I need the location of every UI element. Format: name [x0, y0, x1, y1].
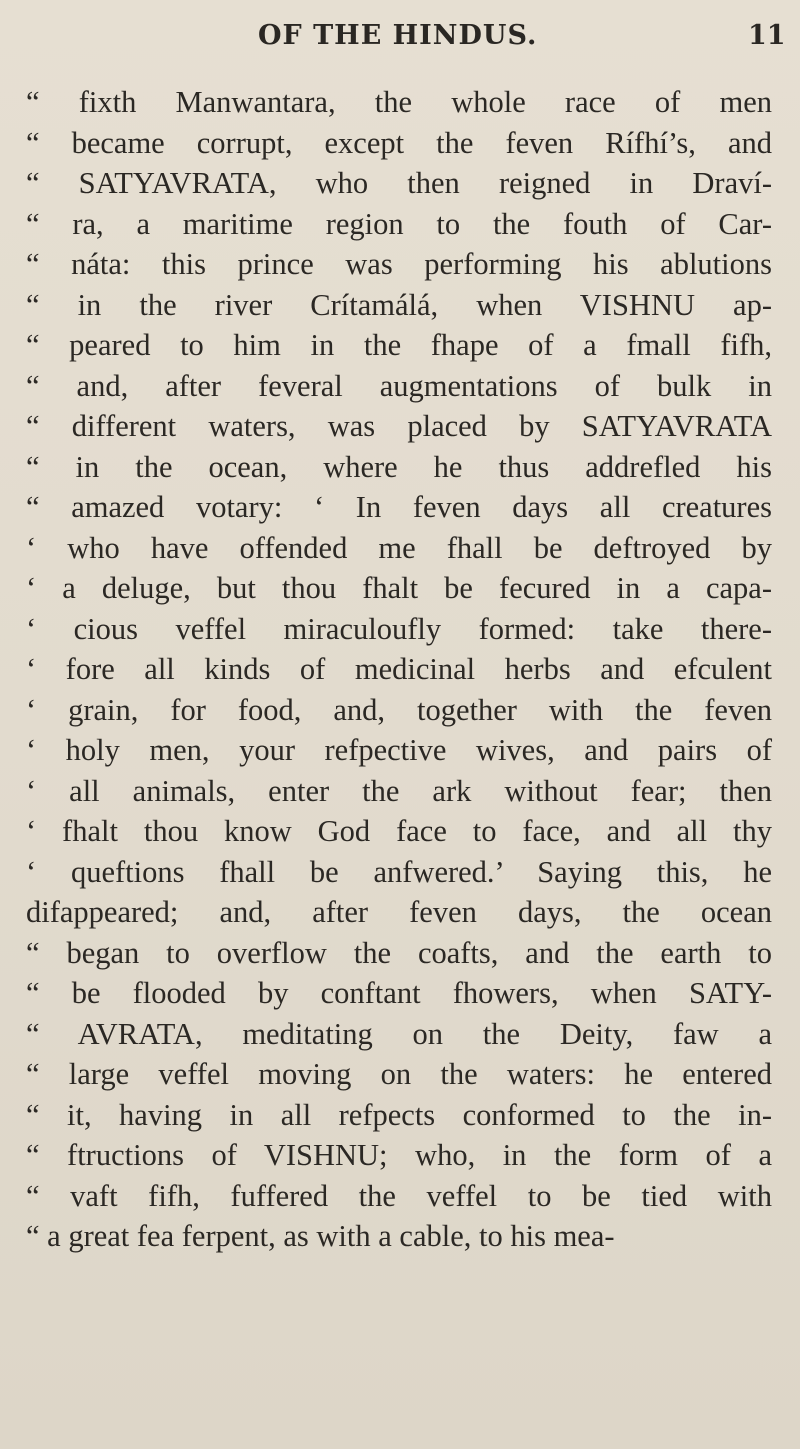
text-line: “ SATYAVRATA, who then reigned in Draví-: [26, 166, 772, 200]
text-line: ‘ who have offended me fhall be deftroyed by: [26, 530, 772, 565]
text-line: “ became corrupt, except the feven Rífhí’s, and: [26, 125, 772, 160]
page-number: 11: [748, 20, 786, 51]
text-line: “ amazed votary: ‘ In feven days all creatures: [26, 490, 772, 524]
text-line: “ a great fea ferpent, as with a cable, to his mea-: [26, 1219, 615, 1253]
text-line: “ different waters, was placed by SATYAVRATA: [26, 409, 772, 443]
text-line: “ fixth Manwantara, the whole race of men: [26, 85, 772, 119]
text-line: ‘ grain, for food, and, together with the feven: [26, 692, 772, 727]
text-line: “ AVRATA, meditating on the Deity, faw a: [26, 1016, 772, 1051]
text-line: ‘ queftions fhall be anfwered.’ Saying this, he: [26, 854, 772, 889]
text-line: “ in the river Crítamálá, when VISHNU ap-: [26, 287, 772, 322]
text-line: “ it, having in all refpects conformed to the in-: [26, 1097, 772, 1132]
text-line: “ began to overflow the coafts, and the earth to: [26, 935, 772, 970]
text-line: “ náta: this prince was performing his ablutions: [26, 247, 772, 281]
text-line: “ ftructions of VISHNU; who, in the form of a: [26, 1138, 772, 1172]
running-title: OF THE HINDUS.: [258, 20, 538, 51]
text-line: ‘ holy men, your refpective wives, and pairs of: [26, 733, 772, 767]
text-line: difappeared; and, after feven days, the ocean: [26, 895, 772, 929]
text-line: ‘ fore all kinds of medicinal herbs and efculent: [26, 652, 772, 686]
text-body: [26, 82, 772, 1257]
text-line: “ and, after feveral augmentations of bulk in: [26, 368, 772, 403]
text-line: “ ra, a maritime region to the fouth of Car-: [26, 206, 772, 241]
text-line: ‘ fhalt thou know God face to face, and all thy: [26, 814, 772, 848]
text-line: “ large veffel moving on the waters: he entered: [26, 1057, 772, 1091]
text-line: ‘ cious veffel miraculoufly formed: take there-: [26, 611, 772, 646]
text-line: “ in the ocean, where he thus addrefled his: [26, 449, 772, 484]
text-line: “ peared to him in the fhape of a fmall fifh,: [26, 328, 772, 362]
text-line: ‘ a deluge, but thou fhalt be fecured in a capa-: [26, 571, 772, 605]
text-line: ‘ all animals, enter the ark without fear; then: [26, 773, 772, 808]
text-line: “ vaft fifh, fuffered the veffel to be tied with: [26, 1178, 772, 1213]
page-header: [0, 20, 800, 60]
text-line: “ be flooded by conftant fhowers, when SATY-: [26, 976, 772, 1010]
